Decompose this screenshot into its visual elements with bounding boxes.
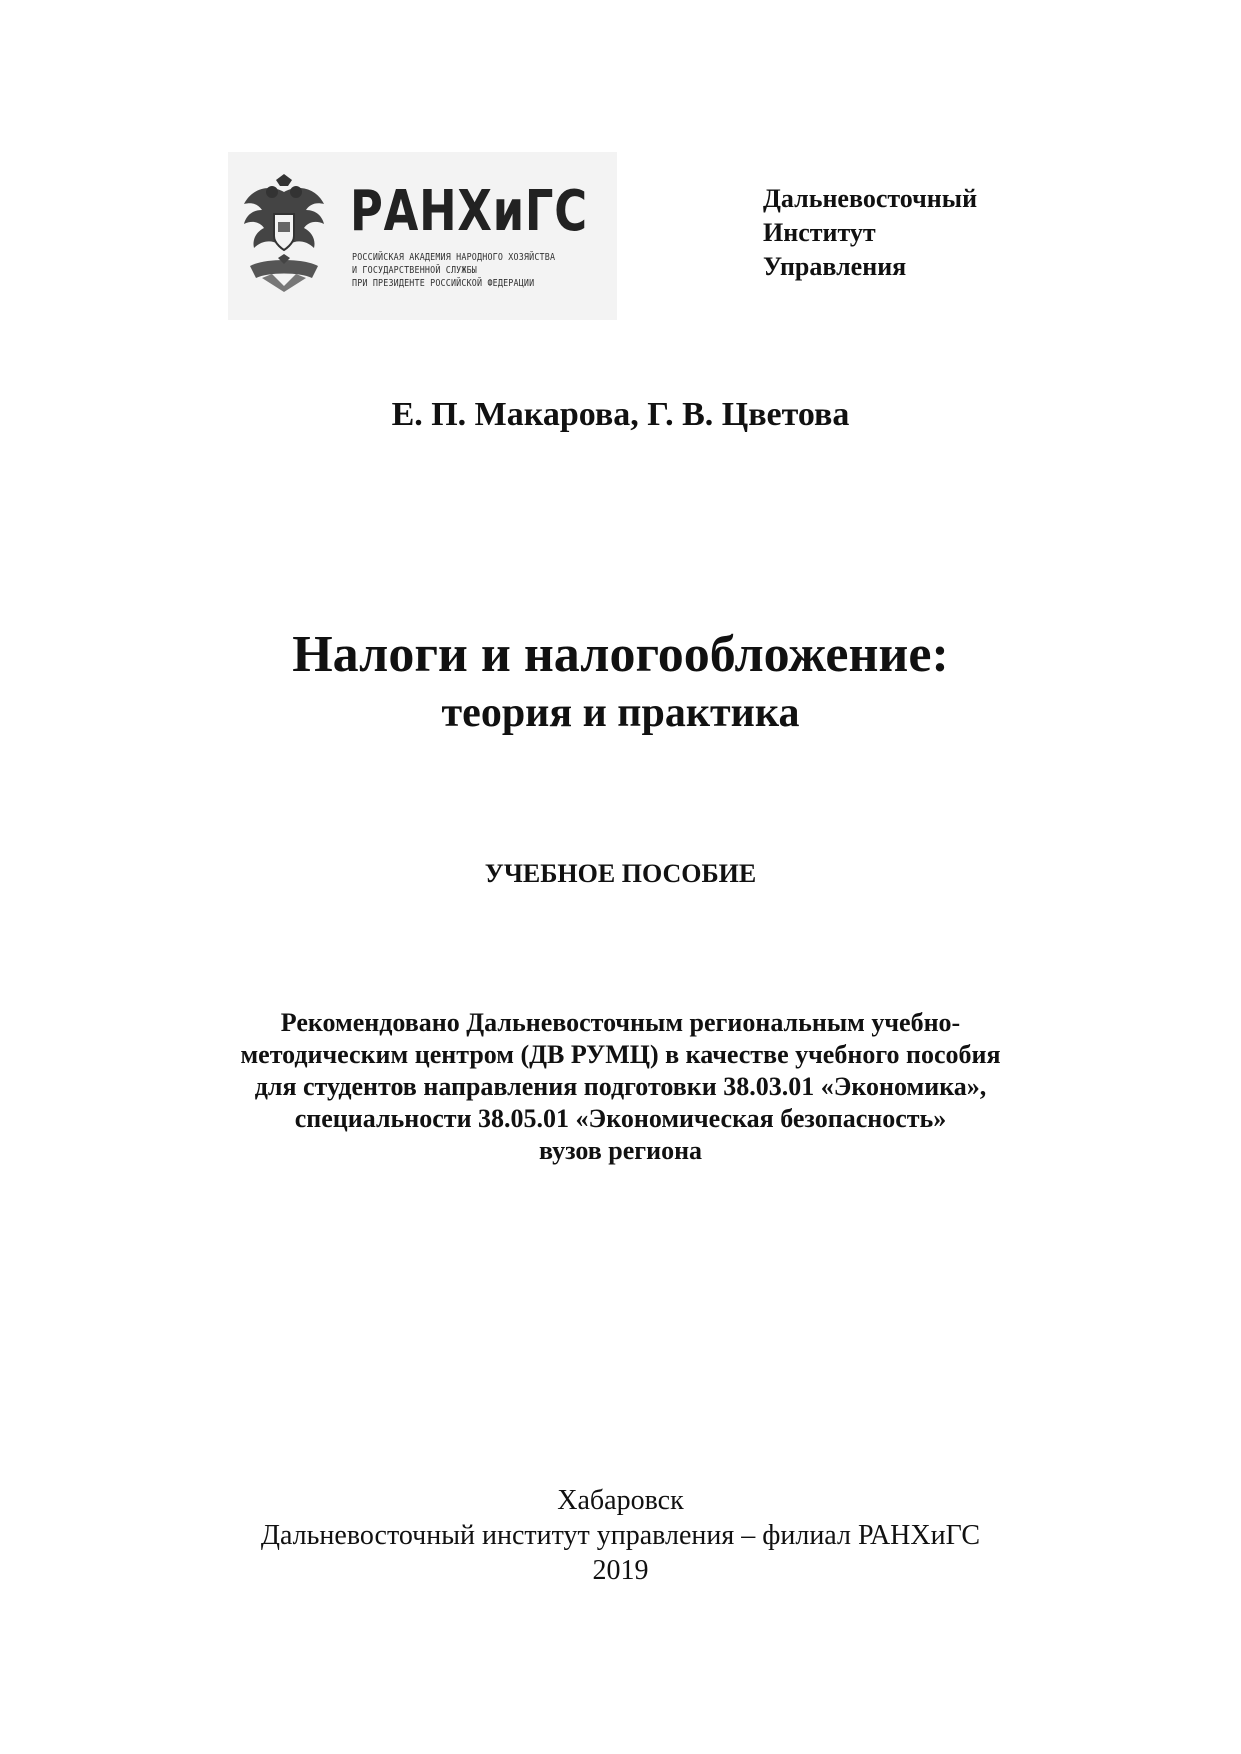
institute-line: Дальневосточный (763, 184, 978, 213)
publication-type: УЧЕБНОЕ ПОСОБИЕ (484, 859, 757, 888)
institute-line: Управления (763, 252, 907, 281)
recommendation-line: вузов региона (538, 1136, 703, 1165)
recommendation-line: методическим центром (ДВ РУМЦ) в качестве учебного пособия (240, 1040, 1001, 1069)
imprint-city: Хабаровск (557, 1485, 684, 1516)
logo-subtitle-line: ПРИ ПРЕЗИДЕНТЕ РОССИЙСКОЙ ФЕДЕРАЦИИ (352, 278, 535, 289)
logo-subtitle-line: И ГОСУДАРСТВЕННОЙ СЛУЖБЫ (352, 265, 478, 276)
authors: Е. П. Макарова, Г. В. Цветова (391, 396, 850, 433)
double-headed-eagle-emblem-icon (242, 174, 326, 292)
recommendation-line: для студентов направления подготовки 38.03.01 «Экономика», (254, 1072, 987, 1101)
logo-subtitle (352, 251, 583, 290)
recommendation-line: специальности 38.05.01 «Экономическая безопасность» (294, 1104, 947, 1133)
recommendation-line: Рекомендовано Дальневосточным региональным учебно- (280, 1008, 961, 1037)
ranepa-logo (228, 152, 617, 320)
logo-wordmark: РАНХиГС (350, 179, 588, 244)
book-subtitle: теория и практика (441, 690, 800, 736)
imprint (0, 1483, 1241, 1588)
imprint-year: 2019 (592, 1555, 649, 1586)
imprint-publisher: Дальневосточный институт управления – филиал РАНХиГС (260, 1520, 981, 1551)
recommendation-statement (0, 1007, 1241, 1167)
book-title: Налоги и налогообложение: (292, 626, 949, 683)
institute-line: Институт (763, 218, 876, 247)
institute-name (763, 182, 977, 284)
logo-subtitle-line: РОССИЙСКАЯ АКАДЕМИЯ НАРОДНОГО ХОЗЯЙСТВА (352, 252, 556, 263)
